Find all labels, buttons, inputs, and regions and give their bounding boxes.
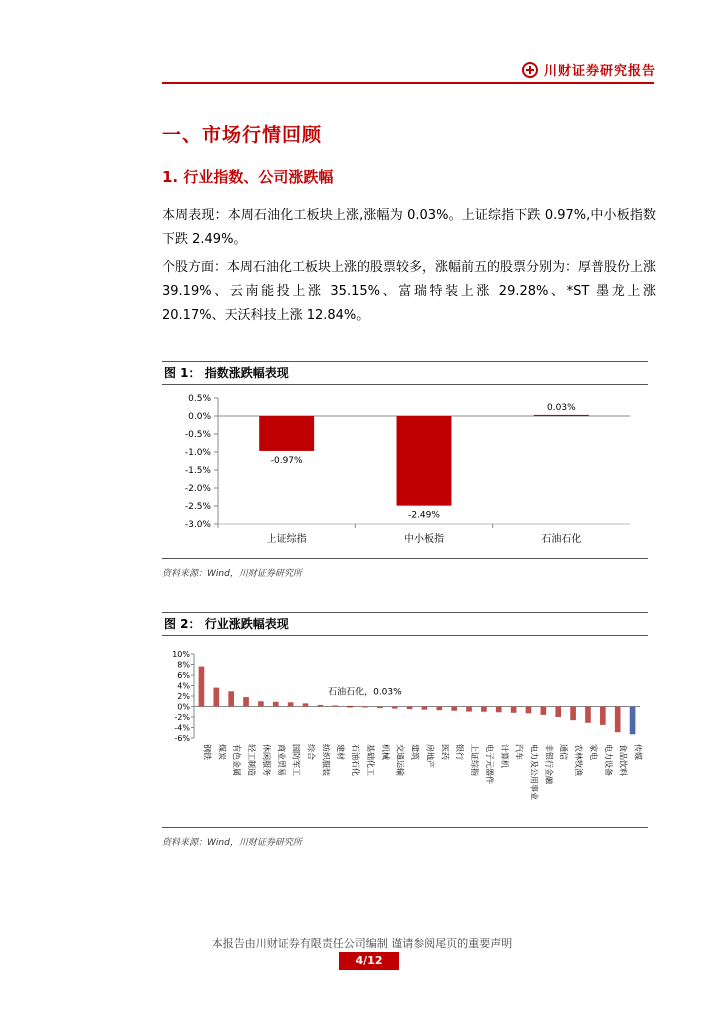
figure1-category-label: 上证综指 bbox=[266, 534, 307, 545]
brand-name: 川财证券研究报告 bbox=[543, 64, 656, 79]
figure1-category-label: 石油石化 bbox=[541, 534, 582, 545]
section-title: 一、市场行情回顾 bbox=[162, 124, 323, 146]
figure1-data-label: 0.03% bbox=[547, 402, 576, 413]
figure2-bottom-rule bbox=[162, 827, 648, 828]
page-number: 4/12 bbox=[339, 952, 399, 970]
figure2-y-tick-label: 2% bbox=[177, 692, 190, 701]
figure2-category-label: 家电 bbox=[588, 744, 598, 760]
figure2-category-label: 国防军工 bbox=[291, 744, 301, 776]
figure2-y-tick-label: -4% bbox=[174, 723, 190, 733]
figure2-y-tick-label: 8% bbox=[177, 660, 190, 670]
figure1-y-tick-label: -1.5% bbox=[184, 466, 211, 476]
figure2-category-label: 计算机 bbox=[499, 744, 509, 768]
figure1-bar bbox=[534, 415, 589, 416]
figure2-category-label: 建材 bbox=[336, 744, 346, 760]
figure2-bar bbox=[541, 707, 547, 715]
figure2-category-label: 休闲服务 bbox=[261, 744, 271, 776]
header-brand bbox=[522, 60, 656, 79]
figure2-bar bbox=[526, 707, 532, 714]
figure2-category-label: 机械 bbox=[380, 744, 390, 760]
figure2-bar bbox=[213, 688, 219, 707]
subsection-title: 1. 行业指数、公司涨跌幅 bbox=[162, 168, 334, 186]
figure1-y-tick-label: 0.0% bbox=[188, 412, 211, 422]
figure2-bar bbox=[392, 707, 398, 709]
figure2-bar bbox=[243, 697, 249, 706]
figure2-bar bbox=[436, 707, 442, 711]
figure2-category-label: 煤炭 bbox=[217, 744, 227, 760]
figure1-y-tick-label: -1.0% bbox=[184, 448, 211, 458]
figure2-highlight-label: 石油石化，0.03% bbox=[328, 687, 402, 698]
figure2-category-label: 综合 bbox=[306, 744, 316, 760]
figure2-category-label: 轻工制造 bbox=[247, 744, 257, 776]
figure2-bar bbox=[199, 667, 205, 707]
figure2-category-label: 农林牧渔 bbox=[574, 744, 584, 776]
figure2-category-label: 汽车 bbox=[514, 744, 524, 760]
weekly-performance-paragraph: 本周表现：本周石油化工板块上涨,涨幅为 0.03%。上证综指下跌 0.97%,中小板指数下跌 2.49%。 bbox=[162, 208, 656, 247]
figure2-bar bbox=[600, 707, 606, 725]
figure2-category-label: 商业贸易 bbox=[276, 744, 286, 776]
figure2-bar bbox=[615, 707, 621, 733]
figure2-category-label: 石油石化 bbox=[351, 744, 361, 776]
figure2-y-tick-label: -2% bbox=[174, 713, 190, 722]
figure2-category-label: 医药 bbox=[440, 744, 450, 760]
figure1-data-label: -2.49% bbox=[408, 510, 440, 521]
figure1-y-tick-label: -3.0% bbox=[184, 520, 211, 530]
figure2-bar bbox=[422, 707, 428, 710]
footer-disclaimer: 本报告由川财证券有限责任公司编制 谨请参阅尾页的重要声明 bbox=[211, 937, 513, 950]
figure1-bar bbox=[259, 416, 314, 451]
figure2-y-tick-label: -6% bbox=[174, 734, 190, 743]
figure2-category-label: 基础化工 bbox=[365, 744, 375, 776]
figure1-bar bbox=[397, 416, 452, 506]
figure1-category-label: 中小板指 bbox=[404, 534, 444, 545]
figure2-category-label: 上证综指 bbox=[470, 744, 480, 776]
figure2-bar bbox=[570, 707, 576, 721]
figure1-bottom-rule bbox=[162, 558, 648, 559]
figure1-title: 图 1： 指数涨跌幅表现 bbox=[162, 361, 648, 385]
figure2-y-tick-label: 0% bbox=[177, 702, 190, 712]
figure2-bar bbox=[585, 707, 591, 723]
figure2-bar bbox=[273, 702, 279, 707]
figure1-chart bbox=[162, 388, 648, 556]
figure2-category-label: 建筑 bbox=[410, 744, 420, 760]
figure2-category-label: 电力设备 bbox=[603, 744, 613, 776]
figure2-bar bbox=[228, 691, 234, 706]
figure2-bar bbox=[347, 706, 353, 707]
figure2-bar bbox=[630, 707, 636, 735]
figure2-chart bbox=[162, 640, 648, 826]
figure2-bar bbox=[258, 701, 264, 706]
figure2-title: 图 2： 行业涨跌幅表现 bbox=[162, 612, 648, 636]
figure2-bar bbox=[511, 707, 517, 713]
figure2-category-label: 食品饮料 bbox=[618, 744, 628, 776]
figure2-category-label: 通信 bbox=[559, 744, 569, 760]
figure2-category-label: 电力及公用事业 bbox=[529, 744, 539, 800]
figure1-y-tick-label: -2.5% bbox=[184, 502, 211, 512]
figure2-bar bbox=[481, 707, 487, 712]
figure2-category-label: 交通运输 bbox=[395, 744, 405, 776]
figure2-category-label: 传媒 bbox=[633, 744, 643, 760]
figure2-bar bbox=[377, 707, 383, 709]
stock-performance-paragraph: 个股方面：本周石油化工板块上涨的股票较多，涨幅前五的股票分别为：厚普股份上涨 39.19%、云南能投上涨 35.15%、富瑞特装上涨 29.28%、*ST 墨龙上涨 20.17%、天沃科技上涨 12.84%。 bbox=[162, 260, 657, 323]
figure2-y-tick-label: 4% bbox=[177, 681, 190, 691]
figure2-category-label: 房地产 bbox=[425, 744, 435, 768]
figure1-y-tick-label: -2.0% bbox=[184, 484, 211, 494]
figure2-bar bbox=[496, 707, 502, 713]
brand-logo-icon bbox=[522, 62, 538, 78]
figure2-bar bbox=[466, 707, 472, 712]
figure1-data-label: -0.97% bbox=[270, 455, 303, 466]
figure2-bar bbox=[407, 707, 413, 710]
figure2-category-label: 电子元器件 bbox=[484, 744, 494, 784]
figure2-category-label: 银行 bbox=[455, 744, 465, 760]
figure2-category-label: 纺织服装 bbox=[321, 744, 331, 776]
figure2-bar bbox=[362, 707, 368, 708]
figure2-category-label: 有色金属 bbox=[232, 744, 242, 776]
figure2-y-tick-label: 10% bbox=[172, 650, 190, 659]
figure2-bar bbox=[555, 707, 561, 718]
figure2-bar bbox=[332, 705, 338, 706]
figure2-bar bbox=[288, 702, 294, 706]
figure2-y-tick-label: 6% bbox=[177, 671, 190, 680]
figure2-category-label: 钢铁 bbox=[202, 744, 212, 760]
figure2-bar bbox=[318, 705, 324, 707]
header-divider bbox=[162, 82, 654, 84]
figure1-y-tick-label: 0.5% bbox=[188, 394, 211, 404]
figure2-bar bbox=[303, 703, 309, 706]
figure1-source: 资料来源：Wind，川财证券研究所 bbox=[162, 569, 302, 579]
figure2-bar bbox=[451, 707, 457, 711]
figure2-source: 资料来源：Wind，川财证券研究所 bbox=[162, 838, 302, 848]
figure1-y-tick-label: -0.5% bbox=[184, 430, 211, 440]
figure2-category-label: 非银行金融 bbox=[544, 744, 554, 784]
